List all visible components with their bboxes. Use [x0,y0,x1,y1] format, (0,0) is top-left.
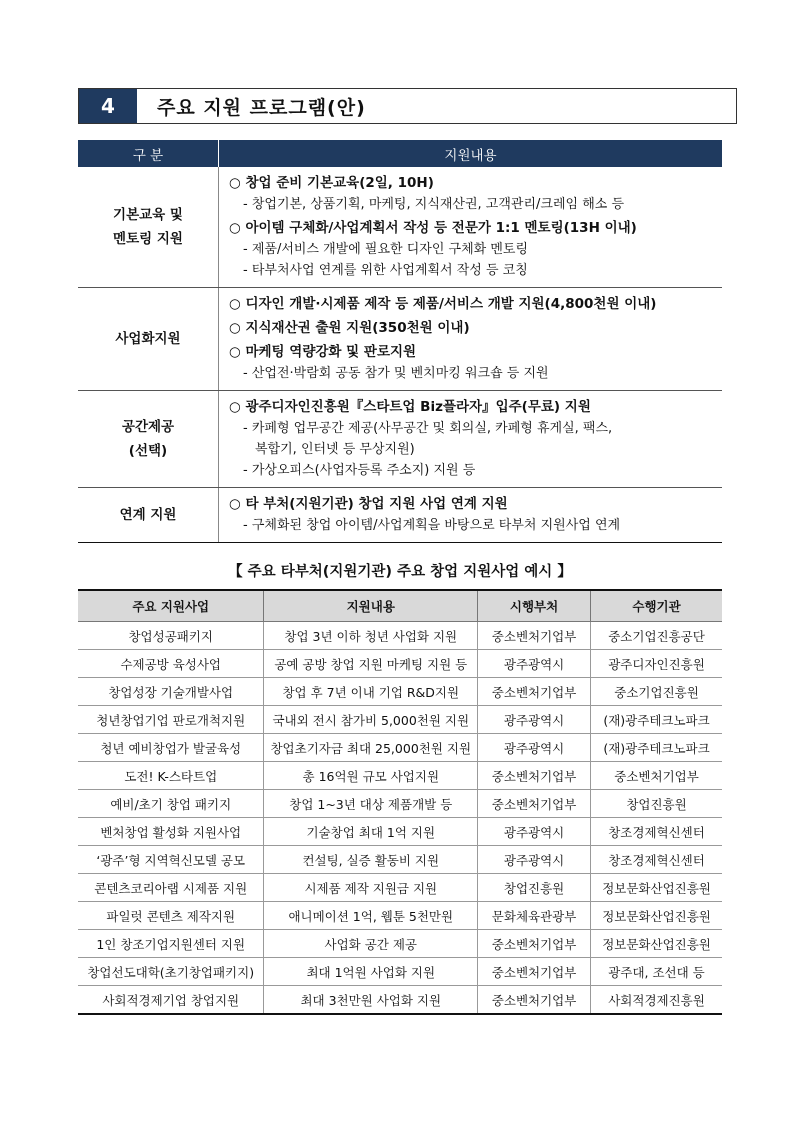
table-row [78,734,722,762]
example-content: 창업 3년 이하 청년 사업화 지원 [264,622,478,650]
example-agency: 정보문화산업진흥원 [591,902,722,930]
example-ministry: 중소벤처기업부 [478,930,591,958]
col-program: 주요 지원사업 [78,590,264,622]
table-row [78,846,722,874]
col-agency: 수행기관 [591,590,722,622]
example-ministry: 중소벤처기업부 [478,790,591,818]
program-row [78,288,722,391]
example-content: 최대 3천만원 사업화 지원 [264,986,478,1015]
example-content: 애니메이션 1억, 웹툰 5천만원 [264,902,478,930]
program-subitem: - 구체화된 창업 아이템/사업계획을 바탕으로 타부처 지원사업 연계 [243,518,621,533]
example-program: 벤처창업 활성화 지원사업 [78,818,264,846]
program-content [219,167,723,288]
example-agency: (재)광주테크노파크 [591,734,722,762]
program-content [219,391,723,488]
program-item: ○ 디자인 개발·시제품 제작 등 제품/서비스 개발 지원(4,800천원 이내) [229,296,657,312]
example-agency: 중소기업진흥공단 [591,622,722,650]
examples-title: 【 주요 타부처(지원기관) 주요 창업 지원사업 예시 】 [228,564,572,580]
program-subitem: - 타부처사업 연계를 위한 사업계획서 작성 등 코칭 [243,263,528,278]
program-item: ○ 마케팅 역량강화 및 판로지원 [229,344,417,360]
example-program: 파일럿 콘텐츠 제작지원 [78,902,264,930]
example-ministry: 창업진흥원 [478,874,591,902]
examples-table [78,589,722,1015]
example-ministry: 광주광역시 [478,734,591,762]
example-agency: 중소벤처기업부 [591,762,722,790]
example-program: 창업선도대학(초기창업패키지) [78,958,264,986]
example-ministry: 중소벤처기업부 [478,762,591,790]
example-ministry: 광주광역시 [478,650,591,678]
table-row [78,706,722,734]
table-row [78,874,722,902]
example-ministry: 광주광역시 [478,706,591,734]
example-agency: (재)광주테크노파크 [591,706,722,734]
examples-header-row [78,590,722,622]
example-agency: 광주디자인진흥원 [591,650,722,678]
example-agency: 정보문화산업진흥원 [591,874,722,902]
table-row [78,986,722,1015]
example-ministry: 중소벤처기업부 [478,958,591,986]
section-header [78,88,737,124]
program-table [78,140,722,543]
example-program: 청년 예비창업가 발굴육성 [78,734,264,762]
program-category [78,391,219,488]
program-category [78,167,219,288]
program-category-line: 기본교육 및 [113,207,183,223]
example-program: 콘텐츠코리아랩 시제품 지원 [78,874,264,902]
example-program: ‘광주’형 지역혁신모델 공모 [78,846,264,874]
program-row [78,167,722,288]
program-category-line: 연계 지원 [119,507,177,523]
table-row [78,930,722,958]
program-item: ○ 창업 준비 기본교육(2일, 10H) [229,175,434,191]
program-table-header-row [78,140,722,167]
example-content: 창업초기자금 최대 25,000천원 지원 [264,734,478,762]
program-row [78,391,722,488]
table-row [78,650,722,678]
example-content: 총 16억원 규모 사업지원 [264,762,478,790]
header-content: 지원내용 [219,140,723,167]
example-agency: 창업진흥원 [591,790,722,818]
example-content: 최대 1억원 사업화 지원 [264,958,478,986]
example-content: 시제품 제작 지원금 지원 [264,874,478,902]
example-program: 도전! K-스타트업 [78,762,264,790]
example-content: 공예 공방 창업 지원 마케팅 지원 등 [264,650,478,678]
program-content [219,288,723,391]
program-subitem: - 산업전·박람회 공동 참가 및 벤치마킹 워크숍 등 지원 [243,366,549,381]
table-row [78,818,722,846]
program-item: ○ 광주디자인진흥원『스타트업 Biz플라자』입주(무료) 지원 [229,399,591,415]
example-content: 창업 후 7년 이내 기업 R&D지원 [264,678,478,706]
example-content: 국내외 전시 참가비 5,000천원 지원 [264,706,478,734]
example-program: 사회적경제기업 창업지원 [78,986,264,1015]
example-program: 1인 창조기업지원센터 지원 [78,930,264,958]
table-row [78,790,722,818]
example-ministry: 중소벤처기업부 [478,622,591,650]
col-ministry: 시행부처 [478,590,591,622]
program-category-line: 공간제공 [121,419,175,435]
program-item: ○ 지식재산권 출원 지원(350천원 이내) [229,320,470,336]
program-category-line: 멘토링 지원 [113,231,183,247]
program-subitem: - 가상오피스(사업자등록 주소지) 지원 등 [243,463,476,478]
example-ministry: 광주광역시 [478,846,591,874]
program-item: ○ 타 부처(지원기관) 창업 지원 사업 연계 지원 [229,496,508,512]
table-row [78,958,722,986]
example-content: 컨설팅, 실증 활동비 지원 [264,846,478,874]
example-agency: 중소기업진흥원 [591,678,722,706]
example-program: 창업성장 기술개발사업 [78,678,264,706]
table-row [78,622,722,650]
program-category-line: 사업화지원 [115,331,181,347]
program-subitem: - 창업기본, 상품기획, 마케팅, 지식재산권, 고객관리/크레임 해소 등 [243,197,625,212]
program-category [78,488,219,543]
table-row [78,678,722,706]
program-subitem: 복합기, 인터넷 등 무상지원) [255,442,415,457]
section-title: 주요 지원 프로그램(안) [157,96,366,119]
header-category: 구 분 [78,140,219,167]
example-ministry: 광주광역시 [478,818,591,846]
example-program: 예비/초기 창업 패키지 [78,790,264,818]
program-subitem: - 제품/서비스 개발에 필요한 디자인 구체화 멘토링 [243,242,529,257]
program-item: ○ 아이템 구체화/사업계획서 작성 등 전문가 1:1 멘토링(13H 이내) [229,220,637,236]
example-agency: 사회적경제진흥원 [591,986,722,1015]
table-row [78,902,722,930]
example-program: 청년창업기업 판로개척지원 [78,706,264,734]
example-ministry: 문화체육관광부 [478,902,591,930]
program-subitem: - 카페형 업무공간 제공(사무공간 및 회의실, 카페형 휴게실, 팩스, [243,421,613,436]
program-row [78,488,722,543]
example-agency: 광주대, 조선대 등 [591,958,722,986]
example-agency: 창조경제혁신센터 [591,818,722,846]
example-agency: 창조경제혁신센터 [591,846,722,874]
program-category [78,288,219,391]
example-content: 창업 1~3년 대상 제품개발 등 [264,790,478,818]
example-ministry: 중소벤처기업부 [478,986,591,1015]
example-content: 사업화 공간 제공 [264,930,478,958]
example-program: 수제공방 육성사업 [78,650,264,678]
example-program: 창업성공패키지 [78,622,264,650]
table-row [78,762,722,790]
col-content: 지원내용 [264,590,478,622]
example-content: 기술창업 최대 1억 지원 [264,818,478,846]
section-number: 4 [79,89,137,123]
example-ministry: 중소벤처기업부 [478,678,591,706]
example-agency: 정보문화산업진흥원 [591,930,722,958]
program-content [219,488,723,543]
program-category-line: (선택) [128,443,168,459]
